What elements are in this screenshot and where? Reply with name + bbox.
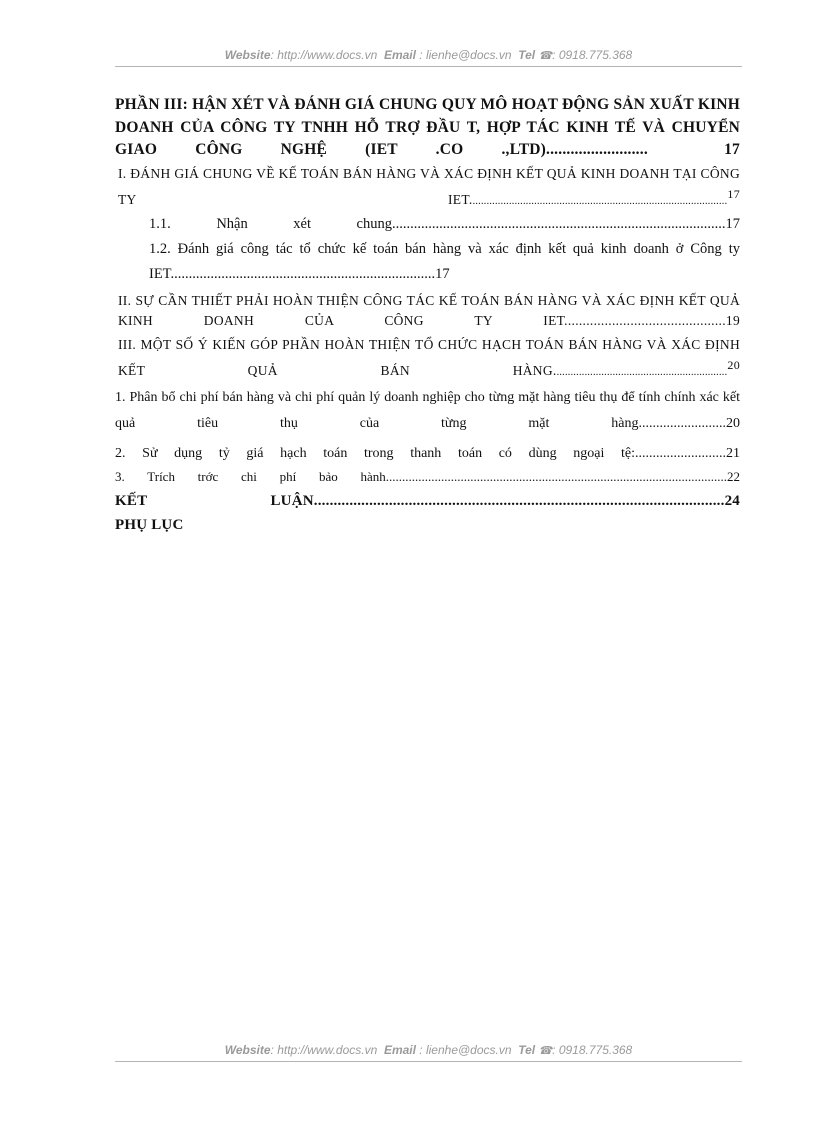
toc-entry-item-2: 2. Sử dụng tỷ giá hạch toán trong thanh toán có dùng ngoại tệ:..........................21 xyxy=(115,445,740,461)
toc-entry-text: 1.2. Đánh giá công tác tổ chức kế toán bán hàng và xác định kết quả kinh doanh ở Công ty IET. xyxy=(149,240,740,282)
phone-icon: ☎ xyxy=(538,1045,553,1057)
toc-entry-text: 1.1. Nhận xét chung. xyxy=(149,215,396,232)
toc-entry-text: I. ĐÁNH GIÁ CHUNG VỀ KẾ TOÁN BÁN HÀNG VÀ XÁC ĐỊNH KẾT QUẢ KINH DOANH TẠI CÔNG TY IET. xyxy=(118,165,740,207)
header-email-label: Email xyxy=(383,48,416,62)
toc-entry-text: II. SỰ CẦN THIẾT PHẢI HOÀN THIỆN CÔNG TÁC KẾ TOÁN BÁN HÀNG VÀ XÁC ĐỊNH KẾT QUẢ KINH DOANH CỦA CÔNG TY IET. xyxy=(118,292,740,328)
toc-entry-appendix xyxy=(115,514,740,537)
toc-entry-page: 17 xyxy=(724,141,740,158)
toc-entry-page: 20 xyxy=(727,357,740,372)
toc-entry-page: 20 xyxy=(726,415,740,431)
footer-divider xyxy=(115,1061,742,1062)
toc-entry-text: III. MỘT SỐ Ý KIẾN GÓP PHẦN HOÀN THIỆN TỔ CHỨC HẠCH TOÁN BÁN HÀNG VÀ XÁC ĐỊNH KẾT QUẢ BÁN HÀNG. xyxy=(118,336,740,378)
header-tel-value: : 0918.775.368 xyxy=(552,48,633,62)
toc-entry-text: 3. Trích trớc chi phí bảo hành xyxy=(115,468,386,484)
footer-tel-label: Tel xyxy=(518,1043,536,1057)
toc-entry-page: 21 xyxy=(726,445,740,461)
toc-entry-page: 19 xyxy=(725,312,740,328)
footer-website-label: Website xyxy=(224,1043,271,1057)
toc-entry-text: KẾT LUẬN xyxy=(115,492,314,509)
header-tel-label: Tel xyxy=(518,48,536,62)
table-of-contents xyxy=(115,94,740,537)
toc-entry-1-1: 1.1. Nhận xét chung............................................................................................17 xyxy=(149,215,740,232)
header-email-value: : lienhe@docs.vn xyxy=(419,48,512,62)
toc-entry-text: 1. Phân bổ chi phí bán hàng và chi phí quản lý doanh nghiệp cho từng mặt hàng tiêu thụ để tính chính xác kết quả tiêu thụ của từng mặt hàng xyxy=(115,389,740,431)
header-website-label: Website xyxy=(224,48,271,62)
footer-email-label: Email xyxy=(383,1043,416,1057)
page-header xyxy=(115,48,742,62)
toc-entry-item-1: 1. Phân bổ chi phí bán hàng và chi phí quản lý doanh nghiệp cho từng mặt hàng tiêu thụ để tính chính xác kết quả tiêu thụ của từng mặt hàng.........................20 xyxy=(115,389,740,431)
toc-entry-page: 17 xyxy=(727,186,740,201)
toc-entry-section-1: I. ĐÁNH GIÁ CHUNG VỀ KẾ TOÁN BÁN HÀNG VÀ XÁC ĐỊNH KẾT QUẢ KINH DOANH TẠI CÔNG TY IET............................................................................................17 xyxy=(118,165,740,207)
toc-entry-item-3: 3. Trích trớc chi phí bảo hành.........................................................................................................22 xyxy=(115,468,740,484)
footer-website-value: : http://www.docs.vn xyxy=(270,1043,378,1057)
toc-entry-1-2: 1.2. Đánh giá công tác tổ chức kế toán bán hàng và xác định kết quả kinh doanh ở Công ty IET.........................................................................17 xyxy=(149,240,740,282)
toc-entry-section-2: II. SỰ CẦN THIẾT PHẢI HOÀN THIỆN CÔNG TÁC KẾ TOÁN BÁN HÀNG VÀ XÁC ĐỊNH KẾT QUẢ KINH DOANH CỦA CÔNG TY IET............................................19 xyxy=(118,292,740,328)
phone-icon: ☎ xyxy=(538,50,553,62)
toc-entry-text: 2. Sử dụng tỷ giá hạch toán trong thanh toán có dùng ngoại tệ: xyxy=(115,445,635,461)
toc-entry-text: PHẦN III: HẬN XÉT VÀ ĐÁNH GIÁ CHUNG QUY MÔ HOẠT ĐỘNG SẢN XUẤT KINH DOANH CỦA CÔNG TY TNHH HỖ TRỢ ĐẦU T, HỢP TÁC KINH TẾ VÀ CHUYỂN GIAO CÔNG NGHỆ (IET .CO .,LTD) xyxy=(115,96,740,158)
toc-entry-section-3: III. MỘT SỐ Ý KIẾN GÓP PHẦN HOÀN THIỆN TỔ CHỨC HẠCH TOÁN BÁN HÀNG VÀ XÁC ĐỊNH KẾT QUẢ BÁN HÀNG..............................................................20 xyxy=(118,336,740,378)
toc-entry-conclusion: KẾT LUẬN........................................................................................................24 xyxy=(115,492,740,509)
page-footer xyxy=(115,1043,742,1057)
toc-entry-page: 22 xyxy=(727,468,740,484)
toc-entry-page: 17 xyxy=(435,265,450,282)
toc-entry-part3: PHẦN III: HẬN XÉT VÀ ĐÁNH GIÁ CHUNG QUY MÔ HOẠT ĐỘNG SẢN XUẤT KINH DOANH CỦA CÔNG TY TNHH HỖ TRỢ ĐẦU T, HỢP TÁC KINH TẾ VÀ CHUYỂN GIAO CÔNG NGHỆ (IET .CO .,LTD)......................... 17 xyxy=(115,96,740,158)
header-divider xyxy=(115,66,742,67)
toc-entry-page: 17 xyxy=(725,215,740,232)
toc-entry-text: PHỤ LỤC xyxy=(115,517,184,533)
footer-tel-value: : 0918.775.368 xyxy=(552,1043,633,1057)
header-website-value: : http://www.docs.vn xyxy=(270,48,378,62)
toc-entry-page: 24 xyxy=(724,492,740,509)
footer-email-value: : lienhe@docs.vn xyxy=(419,1043,512,1057)
